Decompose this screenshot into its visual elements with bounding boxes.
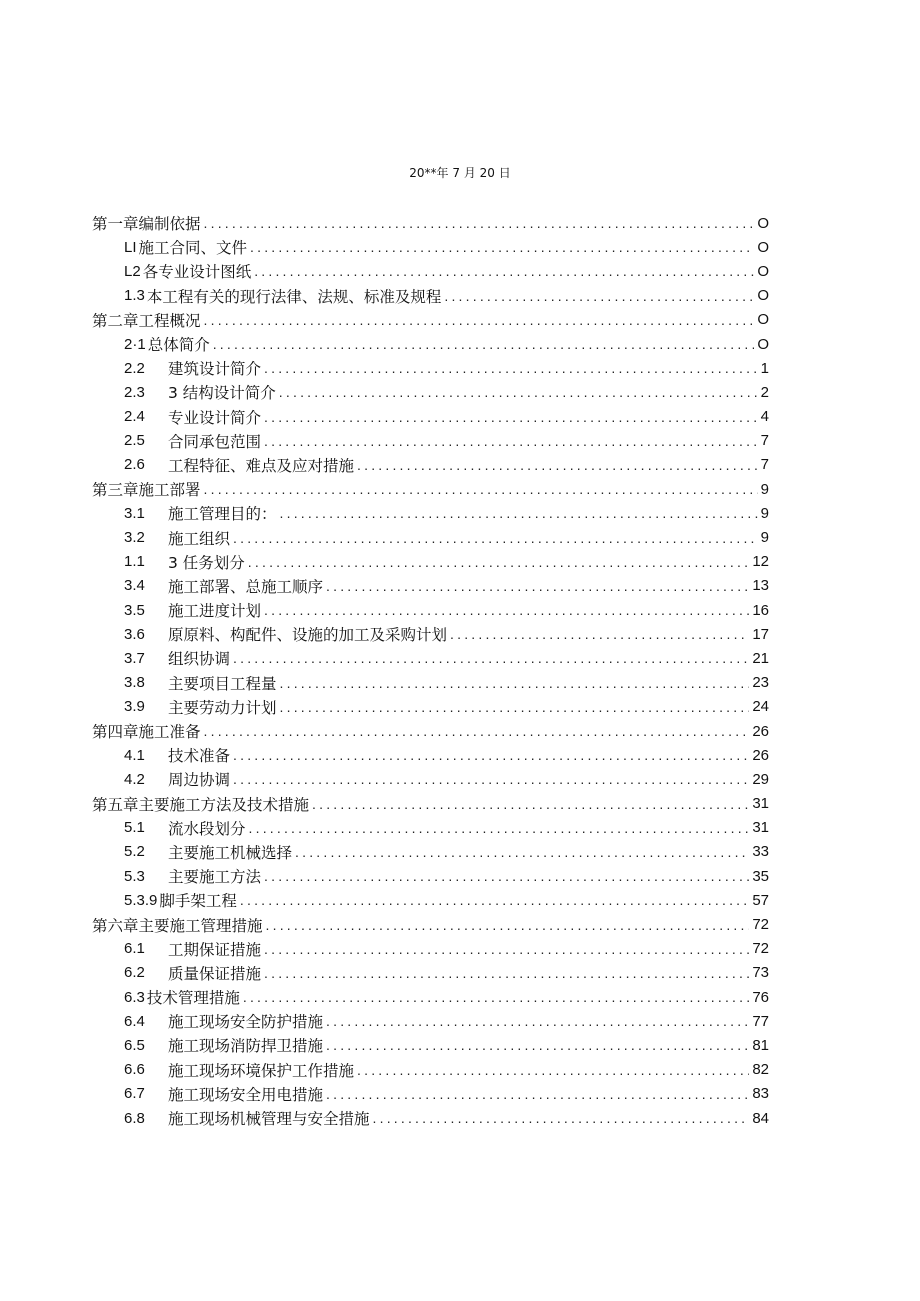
toc-page-number: 7 [760, 456, 769, 474]
toc-section-entry[interactable] [92, 1033, 769, 1057]
toc-entry-title: 组织协调 [168, 650, 231, 669]
toc-section-entry[interactable] [92, 332, 769, 356]
toc-entry-number: 4.1 [124, 746, 145, 764]
toc-page-number: 12 [752, 553, 769, 571]
toc-page-number: 81 [752, 1036, 769, 1054]
toc-dot-leader [240, 892, 749, 908]
toc-page-number: O [757, 214, 769, 232]
table-of-contents [92, 211, 769, 1130]
toc-section-entry[interactable] [92, 961, 769, 985]
toc-entry-number: 2.2 [124, 359, 145, 377]
toc-page-number: 35 [752, 867, 769, 885]
toc-section-entry[interactable] [92, 695, 769, 719]
toc-dot-leader [204, 312, 755, 328]
toc-section-entry[interactable] [92, 622, 769, 646]
toc-entry-number: 5.3.9 [124, 891, 158, 909]
toc-dot-leader [326, 578, 749, 594]
toc-section-entry[interactable] [92, 550, 769, 574]
toc-page-number: 82 [752, 1061, 769, 1079]
toc-entry-number: 5.1 [124, 819, 145, 837]
toc-page-number: 1 [760, 359, 769, 377]
toc-dot-leader [233, 530, 758, 546]
toc-entry-title: 施工部署、总施工顺序 [168, 577, 324, 596]
toc-page-number: O [757, 287, 769, 305]
toc-page-number: 83 [752, 1085, 769, 1103]
toc-section-entry[interactable] [92, 453, 769, 477]
toc-dot-leader [264, 409, 758, 425]
toc-dot-leader [248, 554, 750, 570]
toc-entry-number: 6.8 [124, 1109, 145, 1127]
toc-dot-leader [326, 1013, 749, 1029]
toc-entry-number: 3.7 [124, 649, 145, 667]
toc-entry-title: 工期保证措施 [168, 940, 262, 959]
toc-entry-title: 各专业设计图纸 [142, 263, 252, 282]
toc-entry-title: 施工现场安全用电措施 [168, 1085, 324, 1104]
toc-page-number: 57 [752, 891, 769, 909]
toc-entry-title: 工程特征、难点及应对措施 [168, 456, 355, 475]
toc-dot-leader [233, 747, 749, 763]
toc-page-number: 17 [752, 625, 769, 643]
toc-page-number: 2 [760, 383, 769, 401]
toc-entry-title: 3 结构设计简介 [168, 384, 276, 403]
toc-section-entry[interactable] [92, 356, 769, 380]
toc-page-number: O [757, 262, 769, 280]
toc-dot-leader [249, 820, 750, 836]
toc-entry-number: 6.3 [124, 988, 145, 1006]
toc-entry-title: 原原料、构配件、设施的加工及采购计划 [168, 626, 448, 645]
toc-entry-title: 质量保证措施 [168, 964, 262, 983]
toc-dot-leader [264, 360, 758, 376]
toc-dot-leader [295, 844, 749, 860]
toc-dot-leader [264, 965, 749, 981]
toc-section-entry[interactable] [92, 501, 769, 525]
toc-section-entry[interactable] [92, 259, 769, 283]
toc-page-number: 7 [760, 432, 769, 450]
toc-entry-number: 3.9 [124, 698, 145, 716]
toc-page-number: 13 [752, 577, 769, 595]
toc-dot-leader [444, 288, 754, 304]
toc-entry-title: 第五章主要施工方法及技术措施 [92, 795, 310, 814]
toc-dot-leader [264, 941, 749, 957]
toc-section-entry[interactable] [92, 1082, 769, 1106]
toc-dot-leader [450, 626, 749, 642]
toc-entry-title: 施工组织 [168, 529, 231, 548]
toc-entry-number: 2.5 [124, 432, 145, 450]
toc-entry-number: 6.4 [124, 1012, 145, 1030]
toc-page-number: O [757, 335, 769, 353]
toc-section-entry[interactable] [92, 574, 769, 598]
toc-page-number: 84 [752, 1109, 769, 1127]
toc-entry-number: 3.2 [124, 529, 145, 547]
toc-section-entry[interactable] [92, 937, 769, 961]
toc-entry-title: 施工现场消防捍卫措施 [168, 1037, 324, 1056]
toc-dot-leader [254, 263, 754, 279]
toc-entry-title: 主要劳动力计划 [168, 698, 277, 717]
toc-dot-leader [264, 602, 749, 618]
toc-section-entry[interactable] [92, 743, 769, 767]
toc-entry-title: 第三章施工部署 [92, 481, 201, 500]
toc-entry-number: 6.1 [124, 940, 145, 958]
toc-section-entry[interactable] [92, 816, 769, 840]
toc-page-number: 72 [752, 940, 769, 958]
toc-entry-title: 专业设计简介 [168, 408, 262, 427]
toc-section-entry[interactable] [92, 598, 769, 622]
toc-chapter-entry[interactable] [92, 211, 769, 235]
toc-entry-number: 1.3 [124, 287, 145, 305]
toc-entry-number: 2.6 [124, 456, 145, 474]
toc-entry-title: 脚手架工程 [159, 892, 237, 911]
toc-section-entry[interactable] [92, 985, 769, 1009]
toc-entry-title: 施工现场环境保护工作措施 [168, 1061, 355, 1080]
toc-dot-leader [357, 457, 758, 473]
toc-entry-title: 技术准备 [168, 747, 231, 766]
toc-entry-number: 2.3 [124, 383, 145, 401]
toc-entry-title: 本工程有关的现行法律、法规、标准及规程 [146, 287, 442, 306]
toc-dot-leader [326, 1037, 749, 1053]
toc-chapter-entry[interactable] [92, 719, 769, 743]
toc-page-number: 33 [752, 843, 769, 861]
toc-section-entry[interactable] [92, 1106, 769, 1130]
document-date: 20**年 7 月 20 日 [409, 166, 511, 180]
toc-section-entry[interactable] [92, 646, 769, 670]
toc-dot-leader [233, 771, 749, 787]
toc-entry-title: 建筑设计简介 [168, 360, 262, 379]
toc-section-entry[interactable] [92, 525, 769, 549]
toc-entry-number: 6.6 [124, 1061, 145, 1079]
toc-dot-leader [312, 796, 749, 812]
toc-dot-leader [266, 917, 750, 933]
toc-section-entry[interactable] [92, 671, 769, 695]
toc-section-entry[interactable] [92, 864, 769, 888]
toc-section-entry[interactable] [92, 429, 769, 453]
toc-entry-title: 流水段划分 [168, 819, 246, 838]
toc-dot-leader [204, 723, 750, 739]
toc-section-entry[interactable] [92, 1058, 769, 1082]
toc-chapter-entry[interactable] [92, 792, 769, 816]
toc-page-number: 9 [760, 504, 769, 522]
toc-section-entry[interactable] [92, 1009, 769, 1033]
toc-chapter-entry[interactable] [92, 477, 769, 501]
toc-entry-number: 3.1 [124, 504, 145, 522]
toc-entry-title: 施工现场机械管理与安全措施 [168, 1110, 370, 1129]
toc-dot-leader [264, 433, 758, 449]
toc-entry-number: L2 [124, 262, 141, 280]
toc-page-number: 16 [752, 601, 769, 619]
toc-entry-title: 总体简介 [147, 336, 210, 355]
toc-dot-leader [204, 481, 758, 497]
toc-page-number: 31 [752, 819, 769, 837]
toc-section-entry[interactable] [92, 235, 769, 259]
toc-dot-leader [233, 650, 749, 666]
toc-page-number: 73 [752, 964, 769, 982]
toc-entry-number: 5.2 [124, 843, 145, 861]
toc-section-entry[interactable] [92, 888, 769, 912]
toc-section-entry[interactable] [92, 405, 769, 429]
toc-chapter-entry[interactable] [92, 308, 769, 332]
toc-page-number: 26 [752, 722, 769, 740]
toc-page-number: 31 [752, 795, 769, 813]
toc-page-number: 29 [752, 770, 769, 788]
toc-section-entry[interactable] [92, 767, 769, 791]
toc-page-number: 23 [752, 674, 769, 692]
toc-dot-leader [250, 239, 754, 255]
toc-entry-title: 主要项目工程量 [168, 674, 277, 693]
toc-entry-title: 第二章工程概况 [92, 311, 201, 330]
toc-dot-leader [280, 699, 750, 715]
toc-entry-number: 6.2 [124, 964, 145, 982]
toc-entry-number: 4.2 [124, 770, 145, 788]
toc-section-entry[interactable] [92, 840, 769, 864]
toc-entry-number: 2.4 [124, 408, 145, 426]
toc-page-number: 77 [752, 1012, 769, 1030]
toc-dot-leader [243, 989, 749, 1005]
toc-section-entry[interactable] [92, 380, 769, 404]
toc-entry-number: 3.5 [124, 601, 145, 619]
toc-chapter-entry[interactable] [92, 912, 769, 936]
toc-page-number: 4 [760, 408, 769, 426]
toc-entry-title: 合同承包范围 [168, 432, 262, 451]
toc-entry-title: 技术管理措施 [146, 989, 240, 1008]
toc-page-number: 72 [752, 916, 769, 934]
toc-page-number: O [757, 311, 769, 329]
toc-dot-leader [357, 1062, 749, 1078]
toc-entry-title: 第四章施工准备 [92, 723, 201, 742]
toc-entry-title: 施工管理目的： [168, 505, 277, 524]
toc-section-entry[interactable] [92, 284, 769, 308]
toc-entry-number: 3.8 [124, 674, 145, 692]
toc-entry-number: 6.5 [124, 1036, 145, 1054]
toc-entry-number: 6.7 [124, 1085, 145, 1103]
toc-dot-leader [326, 1086, 749, 1102]
toc-dot-leader [204, 215, 755, 231]
toc-dot-leader [213, 336, 755, 352]
toc-dot-leader [279, 384, 758, 400]
toc-page-number: 9 [760, 480, 769, 498]
toc-dot-leader [280, 675, 750, 691]
toc-page-number: O [757, 238, 769, 256]
toc-page-number: 21 [752, 649, 769, 667]
toc-page-number: 26 [752, 746, 769, 764]
toc-entry-title: 第六章主要施工管理措施 [92, 916, 263, 935]
toc-page-number: 24 [752, 698, 769, 716]
toc-entry-title: 周边协调 [168, 771, 231, 790]
toc-entry-title: 主要施工方法 [168, 868, 262, 887]
toc-dot-leader [373, 1110, 750, 1126]
toc-entry-title: 施工现场安全防护措施 [168, 1013, 324, 1032]
toc-entry-number: 3.4 [124, 577, 145, 595]
toc-page-number: 76 [752, 988, 769, 1006]
toc-entry-number: 1.1 [124, 553, 145, 571]
toc-entry-number: 2·1 [124, 335, 146, 353]
toc-entry-number: 5.3 [124, 867, 145, 885]
toc-entry-number: 3.6 [124, 625, 145, 643]
toc-entry-title: 施工进度计划 [168, 602, 262, 621]
toc-entry-number: LI [124, 238, 137, 256]
toc-entry-title: 主要施工机械选择 [168, 843, 293, 862]
toc-entry-title: 3 任务划分 [168, 553, 245, 572]
toc-dot-leader [264, 868, 749, 884]
toc-dot-leader [280, 505, 758, 521]
toc-page-number: 9 [760, 529, 769, 547]
toc-entry-title: 施工合同、文件 [138, 239, 248, 258]
toc-entry-title: 第一章编制依据 [92, 215, 201, 234]
